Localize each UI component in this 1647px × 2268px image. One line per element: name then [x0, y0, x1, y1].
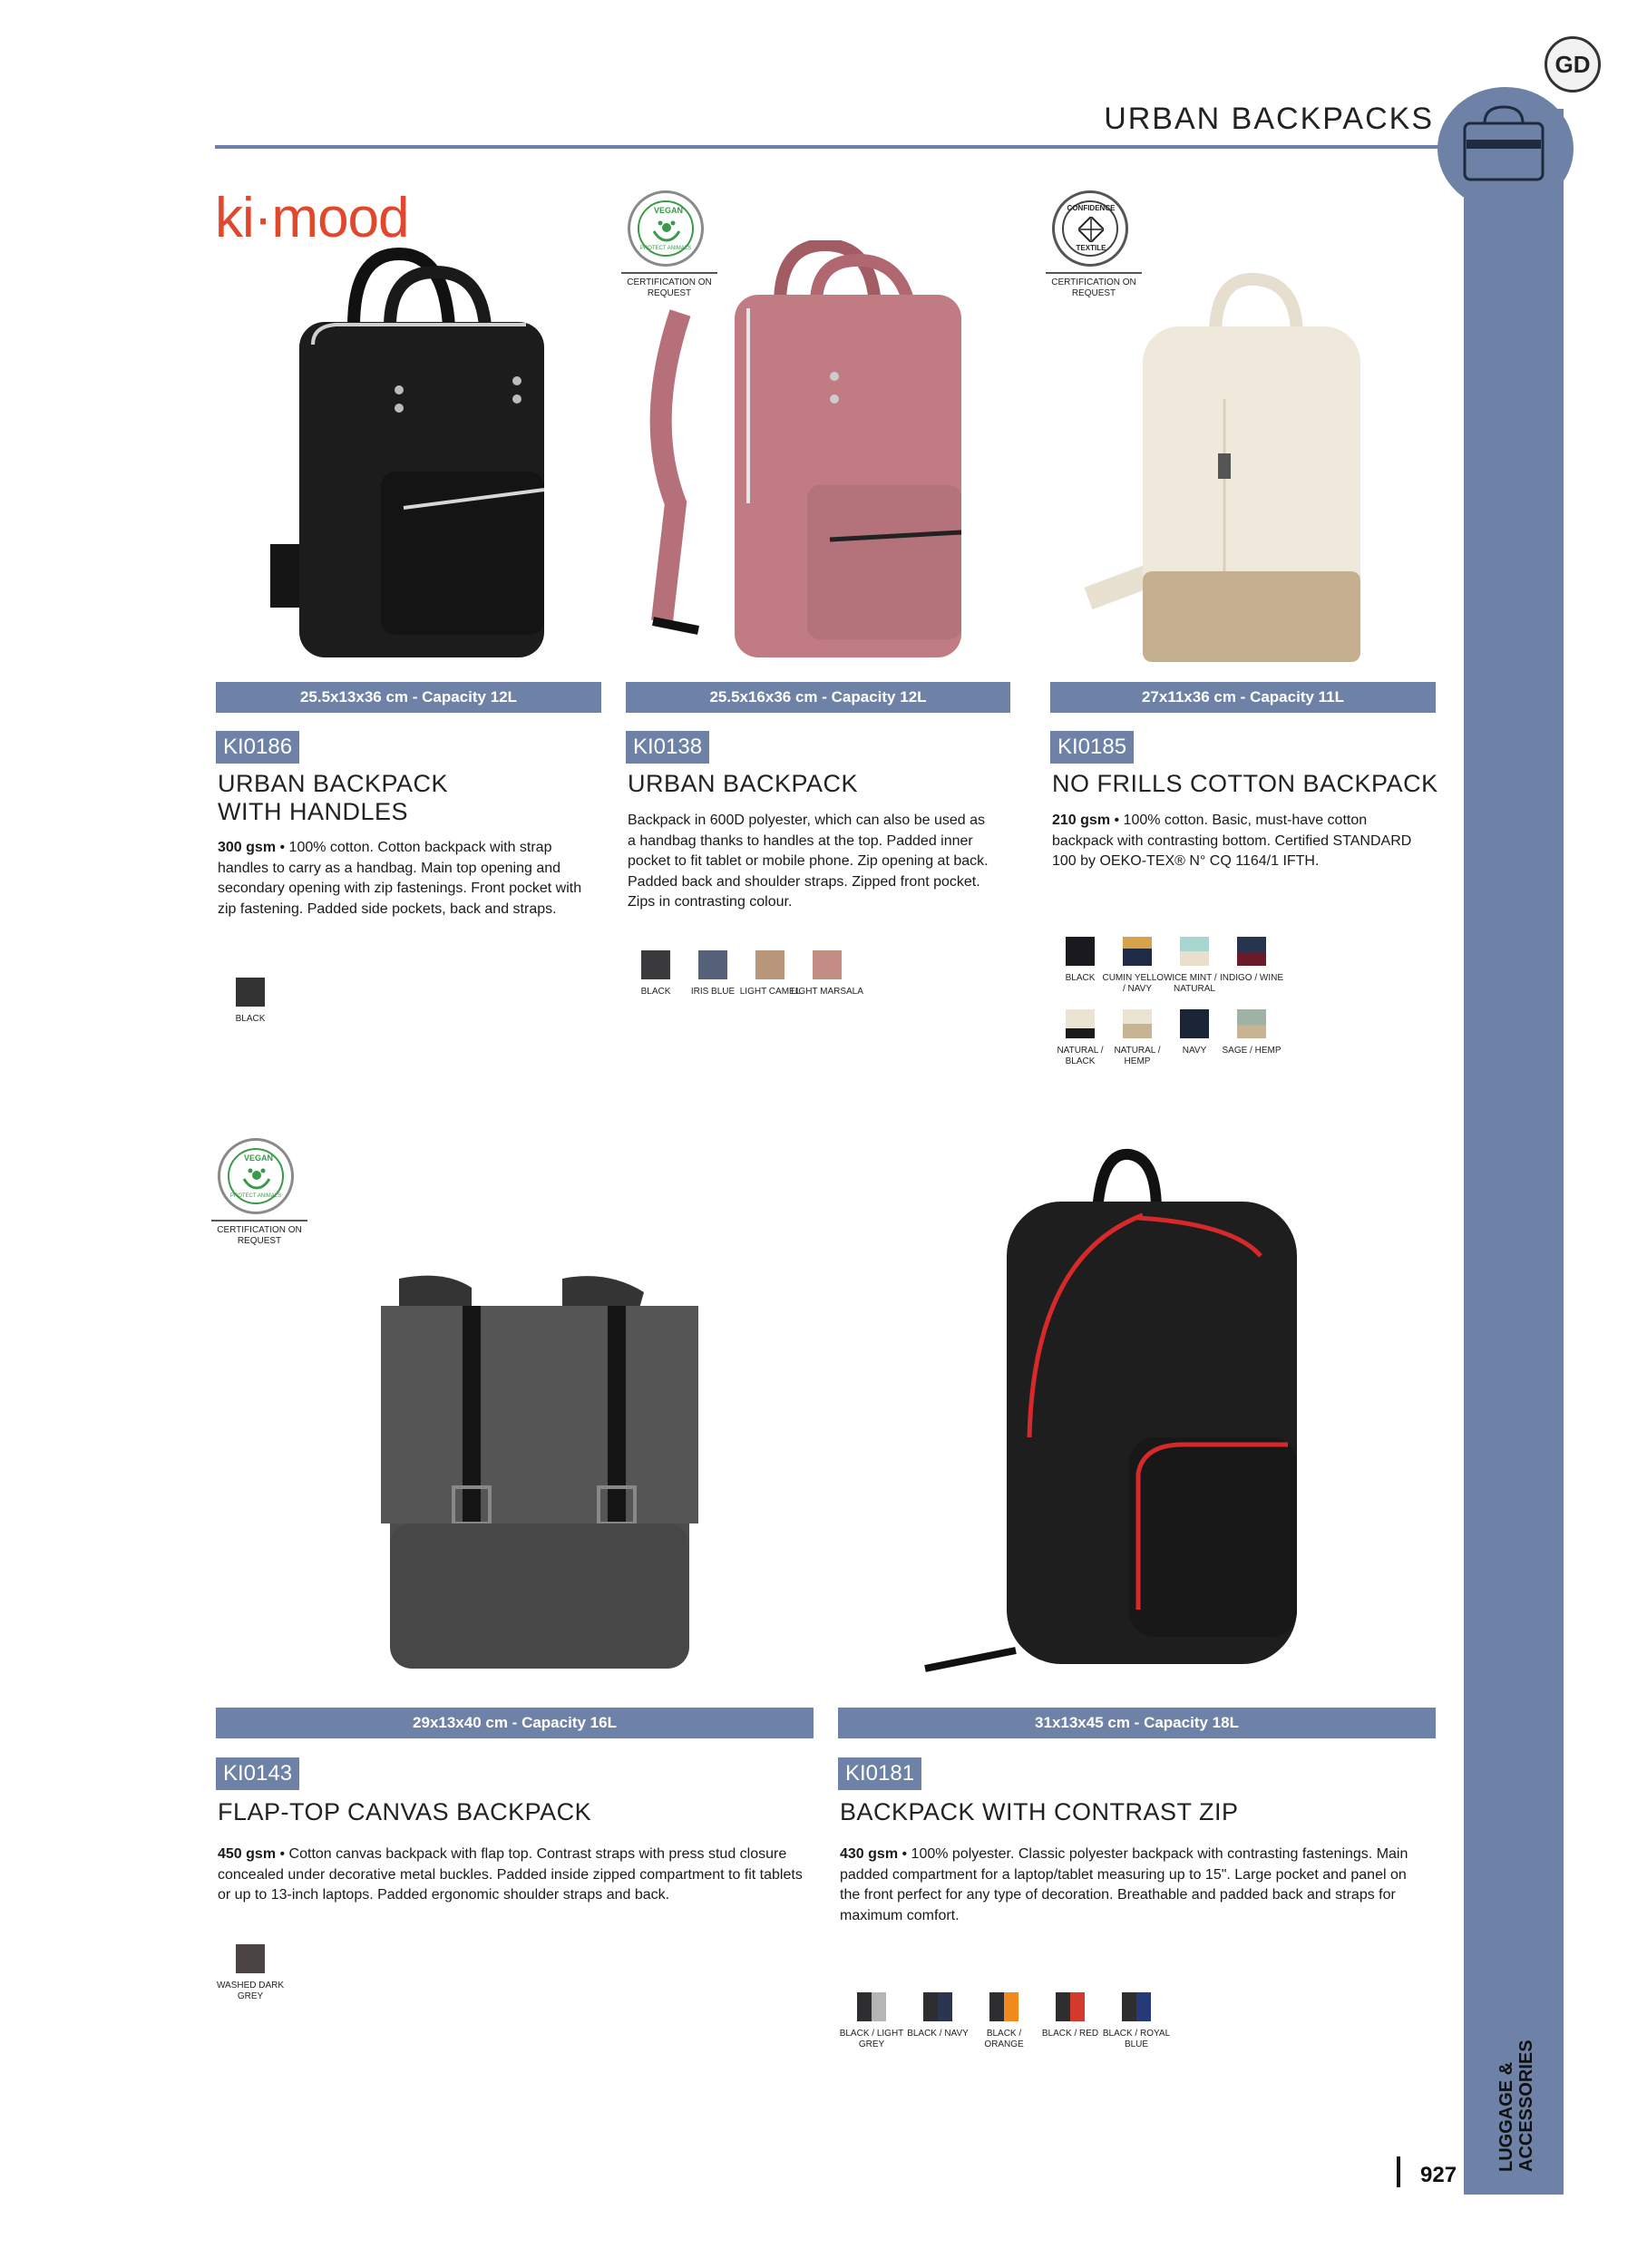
color-swatch[interactable]	[923, 1992, 952, 2021]
bag-icon	[1437, 87, 1574, 210]
vegan-badge-top-text: VEGAN	[244, 1153, 274, 1163]
product-code: KI0181	[838, 1757, 921, 1790]
color-swatch[interactable]	[1123, 937, 1152, 966]
page-title: URBAN BACKPACKS	[1104, 102, 1434, 136]
cert-caption-line1: CERTIFICATION ON	[627, 277, 712, 287]
color-swatch-label: BLACK / NAVY	[907, 2029, 969, 2039]
product-name-line2: WITH HANDLES	[218, 798, 409, 825]
color-swatch-label: NATURAL / HEMP	[1114, 1046, 1161, 1066]
product-image-ki0185	[1052, 272, 1397, 671]
cert-caption-line1: CERTIFICATION ON	[217, 1225, 302, 1235]
side-label-line1: LUGGAGE &	[1496, 2061, 1516, 2172]
color-swatch-label: BLACK	[235, 1014, 266, 1024]
product-dimensions-bar: 29x13x40 cm - Capacity 16L	[216, 1708, 814, 1738]
vegan-badge-bottom-text: PROTECT ANIMALS	[229, 1193, 282, 1199]
product-image-ki0143	[336, 1270, 735, 1687]
product-dimensions-bar: 27x11x36 cm - Capacity 11L	[1050, 682, 1436, 713]
side-tab-circle	[1437, 87, 1574, 210]
section-side-label	[1496, 2009, 1536, 2172]
color-swatch-label: INDIGO / WINE	[1220, 973, 1283, 983]
product-code: KI0186	[216, 731, 299, 764]
product-image-ki0186	[254, 245, 562, 671]
product-description	[218, 838, 599, 920]
paw-hands-icon	[652, 219, 681, 242]
catalogue-logo: GD	[1545, 36, 1601, 92]
color-swatch[interactable]	[989, 1992, 1018, 2021]
product-name: BACKPACK WITH CONTRAST ZIP	[840, 1798, 1239, 1825]
product-dimensions-bar: 31x13x45 cm - Capacity 18L	[838, 1708, 1436, 1738]
brand-logo	[215, 186, 409, 250]
product-description-text: • 100% cotton. Basic, must-have cotton backpack with contrasting bottom. Certified STANDARD 100 by OEKO-TEX® N° CQ 1164/1 IFTH.	[1052, 813, 1412, 869]
cert-caption-line2: REQUEST	[1071, 288, 1116, 298]
product-image-ki0138	[626, 240, 979, 676]
color-swatch[interactable]	[813, 950, 842, 979]
confidence-textile-badge	[1052, 190, 1128, 267]
color-swatch[interactable]	[1066, 1009, 1095, 1038]
color-swatch-label: BLACK	[1065, 973, 1096, 983]
color-swatch-label: BLACK	[640, 987, 671, 997]
color-swatch-label: SAGE / HEMP	[1222, 1046, 1282, 1056]
product-name: NO FRILLS COTTON BACKPACK	[1052, 770, 1438, 797]
product-dimensions-bar: 25.5x13x36 cm - Capacity 12L	[216, 682, 601, 713]
side-tab-bar	[1464, 109, 1564, 2195]
product-description-text: • 100% cotton. Cotton backpack with strap handles to carry as a handbag. Main top opening and secondary opening with zip fastenings. Front pocket with zip fastening. Padded side pockets, back and straps.	[218, 840, 582, 917]
product-name	[218, 770, 448, 826]
color-swatch-label: NAVY	[1182, 1046, 1207, 1056]
color-swatch[interactable]	[755, 950, 785, 979]
product-code: KI0138	[626, 731, 709, 764]
color-swatch-label: BLACK / ORANGE	[984, 2029, 1024, 2049]
cert-caption-line2: REQUEST	[647, 288, 692, 298]
product-name: FLAP-TOP CANVAS BACKPACK	[218, 1798, 592, 1825]
product-name: URBAN BACKPACK	[628, 770, 859, 797]
color-swatch[interactable]	[641, 950, 670, 979]
color-swatch[interactable]	[1123, 1009, 1152, 1038]
color-swatch[interactable]	[1237, 937, 1266, 966]
color-swatch[interactable]	[1237, 1009, 1266, 1038]
product-weight: 430 gsm	[840, 1846, 899, 1862]
cert-caption-line2: REQUEST	[237, 1236, 282, 1246]
textile-pattern-icon	[1078, 217, 1104, 242]
product-code: KI0143	[216, 1757, 299, 1790]
color-swatch[interactable]	[1180, 1009, 1209, 1038]
color-swatch[interactable]	[1056, 1992, 1085, 2021]
product-weight: 300 gsm	[218, 840, 277, 855]
product-description: Backpack in 600D polyester, which can also be used as a handbag thanks to handles at the top. Padded inner pocket to fit tablet or mobile phone. Zip opening at back. Padded back and shoulder straps. Zipped front pocket. Zips in contrasting colour.	[628, 813, 989, 910]
page-number: 927	[1420, 2163, 1457, 2187]
color-swatch-label: BLACK / ROYAL BLUE	[1102, 2029, 1171, 2049]
color-swatch-label	[791, 987, 863, 998]
color-swatch-label: IRIS BLUE	[690, 987, 736, 997]
color-swatch-label: CUMIN YELLOW / NAVY	[1102, 973, 1173, 994]
cert-divider	[211, 1220, 307, 1222]
color-swatch[interactable]	[857, 1992, 886, 2021]
vegan-badge	[218, 1138, 294, 1214]
product-code: KI0185	[1050, 731, 1134, 764]
color-swatch[interactable]	[698, 950, 727, 979]
confidence-badge-top-text: CONFIDENCE	[1067, 204, 1116, 212]
header-rule	[215, 145, 1485, 149]
color-swatch[interactable]	[1066, 937, 1095, 966]
product-description-text: • Cotton canvas backpack with flap top. Contrast straps with press stud closure concealed under decorative metal buckles. Padded inside zipped compartment to fit tablets or up to 13-inch laptops. Padded ergonomic shoulder straps and back.	[218, 1846, 803, 1903]
vegan-badge-top-text: VEGAN	[654, 206, 684, 215]
product-description	[1052, 811, 1424, 872]
paw-hands-icon	[242, 1166, 271, 1190]
product-description	[218, 1845, 807, 1906]
side-label-line2: ACCESSORIES	[1516, 2039, 1536, 2172]
cert-caption	[210, 1225, 309, 1247]
color-swatch-label: BLACK / RED	[1041, 2029, 1099, 2039]
brand-logo-text: ki·mood	[215, 187, 409, 249]
color-swatch[interactable]	[1180, 937, 1209, 966]
product-weight: 210 gsm	[1052, 813, 1111, 828]
color-swatch[interactable]	[1122, 1992, 1151, 2021]
product-name-line1: URBAN BACKPACK	[218, 770, 449, 797]
color-swatch[interactable]	[236, 1944, 265, 1973]
color-swatch-label: NATURAL / BLACK	[1057, 1046, 1104, 1066]
color-swatch[interactable]	[236, 978, 265, 1007]
confidence-badge-bottom-text: TEXTILE	[1076, 244, 1106, 252]
color-swatch-label: LIGHT CAMEL	[739, 987, 801, 997]
product-description-text: • 100% polyester. Classic polyester backpack with contrasting fastenings. Main padded compartment for a laptop/tablet measuring up to 15". Large pocket and panel on the front perfect for any type of decoration. Breathable and padded back and straps for maximum comfort.	[840, 1846, 1408, 1923]
vegan-badge-bottom-text: PROTECT ANIMALS	[639, 246, 692, 251]
color-swatch-label: WASHED DARK GREY	[216, 1981, 285, 2001]
color-swatch-label: BLACK / LIGHT GREY	[839, 2029, 904, 2049]
color-swatch-label: ICE MINT / NATURAL	[1172, 973, 1217, 994]
product-dimensions-bar: 25.5x16x36 cm - Capacity 12L	[626, 682, 1010, 713]
product-description	[840, 1845, 1420, 1926]
page-number-rule	[1397, 2156, 1400, 2187]
cert-caption-line1: CERTIFICATION ON	[1051, 277, 1136, 287]
color-swatch-label-text: LIGHT MARSALA	[791, 987, 863, 997]
product-weight: 450 gsm	[218, 1846, 277, 1862]
product-image-ki0181	[907, 1147, 1324, 1691]
